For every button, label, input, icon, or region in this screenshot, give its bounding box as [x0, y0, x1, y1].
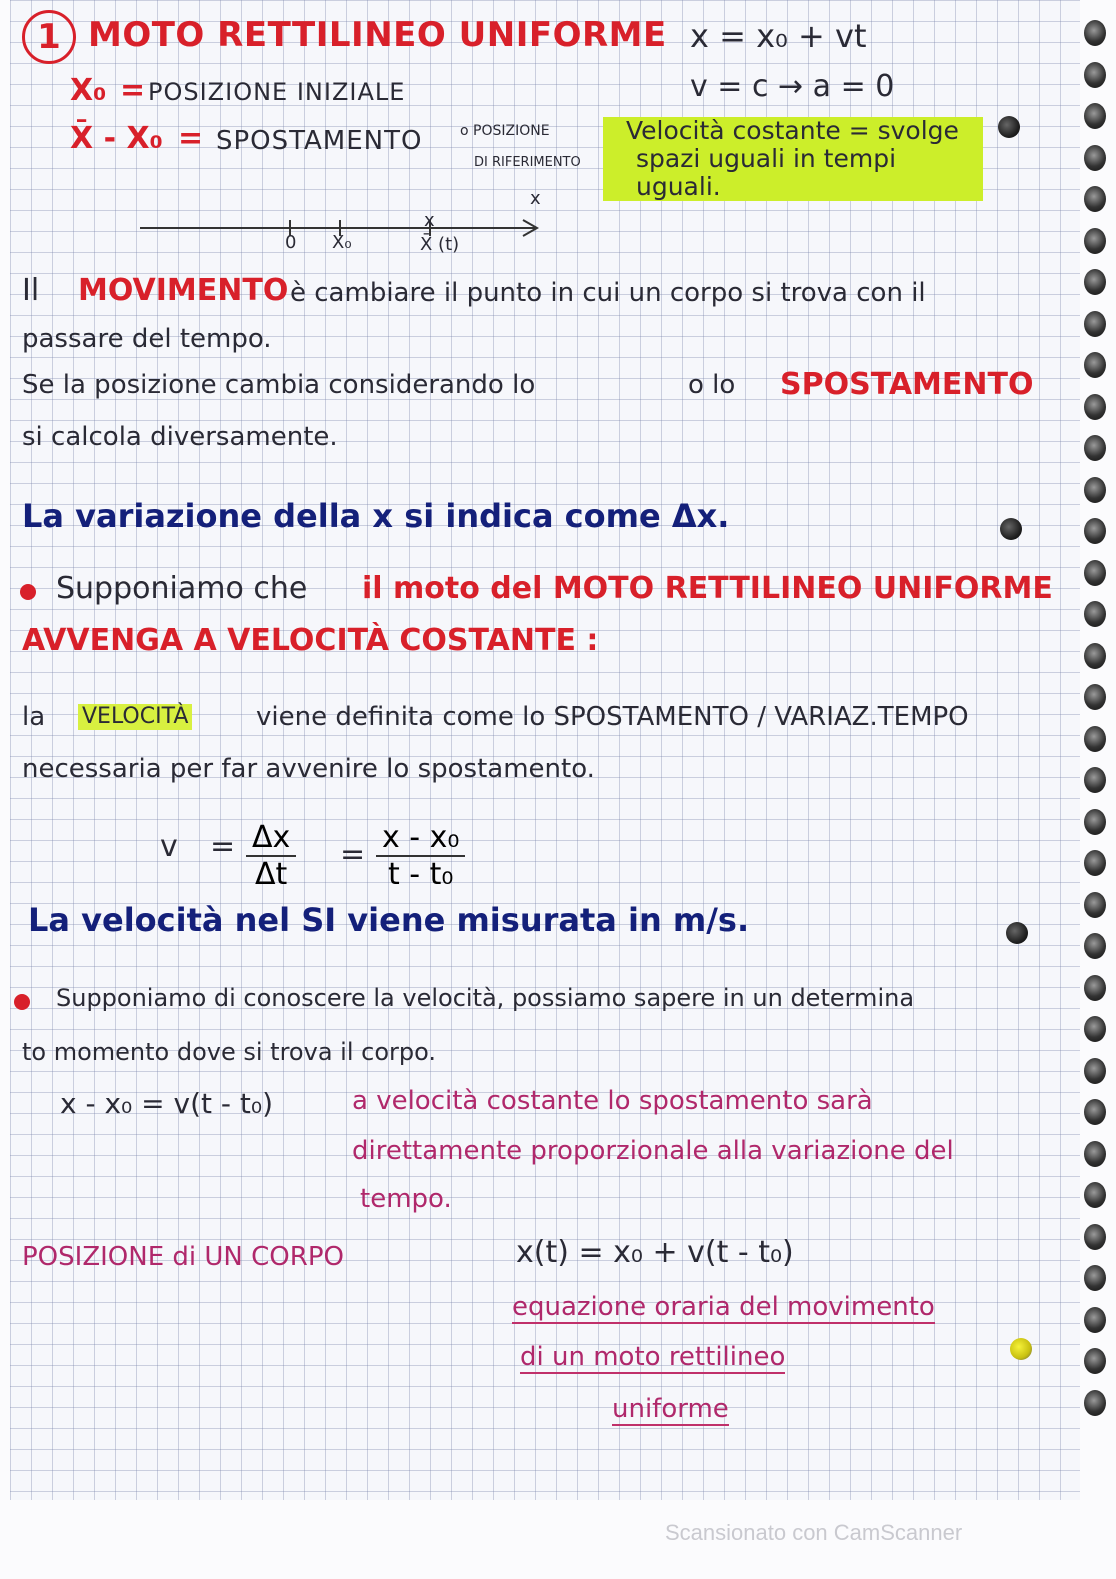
x0-symbol: X₀	[70, 73, 107, 108]
spiral-ring	[1084, 809, 1106, 835]
page-title: MOTO RETTILINEO UNIFORME	[88, 15, 667, 55]
spiral-ring	[1084, 975, 1106, 1001]
spiral-ring	[1084, 311, 1106, 337]
p5-line1b: viene definita come lo SPOSTAMENTO / VARIAZ.TEMPO	[256, 702, 969, 732]
velocity-note-line1: Velocità costante = svolge	[626, 116, 959, 145]
bullet-2	[14, 994, 30, 1010]
title-number: 1	[22, 10, 76, 64]
formula1-fraction-2	[376, 820, 465, 892]
spiral-ring	[1084, 1307, 1106, 1333]
punch-hole-1	[998, 116, 1020, 138]
spiral-ring	[1084, 892, 1106, 918]
spiral-ring	[1084, 1141, 1106, 1167]
formula1-den2: t - t₀	[387, 857, 454, 892]
formula2: x - x₀ = v(t - t₀)	[60, 1087, 274, 1120]
punch-hole-2	[1000, 518, 1022, 540]
spiral-ring	[1084, 186, 1106, 212]
bullet-1	[20, 584, 36, 600]
axis-x0-label: X₀	[332, 232, 352, 253]
spiral-binding	[1070, 20, 1110, 1440]
spiral-ring	[1084, 1265, 1106, 1291]
scanner-watermark: Scansionato con CamScanner	[665, 1520, 963, 1545]
spiral-ring	[1084, 435, 1106, 461]
p1-lead: Il	[22, 273, 40, 308]
p1-rest2: passare del tempo.	[22, 324, 272, 354]
formula1-eq2: =	[340, 837, 366, 872]
p4-red1: il moto del MOTO RETTILINEO UNIFORME	[362, 571, 1053, 606]
spiral-ring	[1084, 1182, 1106, 1208]
spiral-ring	[1084, 850, 1106, 876]
p5-line1a: la	[22, 702, 46, 732]
spiral-ring	[1084, 767, 1106, 793]
equation-velocity-constant: v = c → a = 0	[690, 69, 895, 104]
spiral-ring	[1084, 643, 1106, 669]
spiral-ring	[1084, 20, 1106, 46]
punch-hole-3	[1006, 922, 1028, 944]
axis-xt-top-label: x	[424, 210, 435, 231]
spiral-ring	[1084, 1058, 1106, 1084]
p4-red2: AVVENGA A VELOCITÀ COSTANTE :	[22, 623, 599, 658]
p6-text: La velocità nel SI viene misurata in m/s.	[28, 901, 750, 939]
spiral-ring	[1084, 228, 1106, 254]
spiral-ring	[1084, 726, 1106, 752]
spiral-ring	[1084, 1224, 1106, 1250]
velocity-note-line2: spazi uguali in tempi	[636, 144, 897, 173]
p9-formula: x(t) = x₀ + v(t - t₀)	[516, 1235, 794, 1270]
spiral-ring	[1084, 933, 1106, 959]
displacement-note-1: o POSIZIONE	[460, 123, 550, 139]
spiral-ring	[1084, 62, 1106, 88]
spiral-ring	[1084, 269, 1106, 295]
spiral-ring	[1084, 1348, 1106, 1374]
displacement-symbol: X̄ - X₀	[70, 121, 163, 156]
p2-line1: Se la posizione cambia considerando lo	[22, 370, 536, 400]
p1-rest1: è cambiare il punto in cui un corpo si trova con il	[290, 278, 926, 308]
formula1-eq: =	[210, 829, 236, 864]
spiral-ring	[1084, 145, 1106, 171]
spiral-ring	[1084, 560, 1106, 586]
spiral-ring	[1084, 601, 1106, 627]
x0-equals: =	[120, 73, 146, 108]
p7-line2: to momento dove si trova il corpo.	[22, 1038, 436, 1066]
p9-label: POSIZIONE di UN CORPO	[22, 1242, 344, 1272]
p1-keyword: MOVIMENTO	[78, 273, 289, 308]
spiral-ring	[1084, 477, 1106, 503]
p5-velocity-highlight: VELOCITÀ	[78, 704, 192, 730]
formula1-num2: x - x₀	[376, 820, 465, 857]
formula1-lhs: v	[160, 829, 178, 864]
x0-definition: POSIZIONE INIZIALE	[148, 78, 406, 106]
p2-mid: o lo	[688, 370, 736, 400]
velocity-note-line3: uguali.	[636, 172, 721, 201]
punch-hole-4	[1010, 1338, 1032, 1360]
p2-keyword: SPOSTAMENTO	[780, 367, 1034, 402]
axis-xt-label: X̄ (t)	[420, 234, 460, 255]
displacement-equals: =	[178, 121, 204, 156]
p3-text: La variazione della x si indica come Δx.	[22, 497, 730, 535]
spiral-ring	[1084, 1099, 1106, 1125]
axis-x-label: x	[530, 188, 541, 209]
formula1-den1: Δt	[254, 857, 288, 892]
displacement-definition: SPOSTAMENTO	[216, 126, 423, 156]
spiral-ring	[1084, 103, 1106, 129]
spiral-ring	[1084, 1390, 1106, 1416]
spiral-ring	[1084, 352, 1106, 378]
p7-line1: Supponiamo di conoscere la velocità, possiamo sapere in un determina	[56, 984, 915, 1012]
p8-line2: direttamente proporzionale alla variazione del	[352, 1136, 954, 1166]
spiral-ring	[1084, 518, 1106, 544]
displacement-note-2: DI RIFERIMENTO	[474, 155, 581, 170]
spiral-ring	[1084, 684, 1106, 710]
axis-origin-label: 0	[285, 232, 297, 253]
spiral-ring	[1084, 1016, 1106, 1042]
p8-line1: a velocità costante lo spostamento sarà	[352, 1086, 873, 1116]
p9-eq1: equazione oraria del movimento	[512, 1292, 935, 1322]
p4-start: Supponiamo che	[56, 571, 308, 606]
formula1-fraction-1	[246, 820, 296, 892]
p9-eq3: uniforme	[612, 1394, 729, 1424]
spiral-ring	[1084, 394, 1106, 420]
p9-eq2: di un moto rettilineo	[520, 1342, 786, 1372]
p2-line2: si calcola diversamente.	[22, 422, 338, 452]
formula1-num1: Δx	[246, 820, 296, 857]
p8-line3: tempo.	[360, 1184, 452, 1214]
p5-line2: necessaria per far avvenire lo spostamento.	[22, 754, 595, 784]
equation-position: x = x₀ + vt	[690, 17, 867, 55]
